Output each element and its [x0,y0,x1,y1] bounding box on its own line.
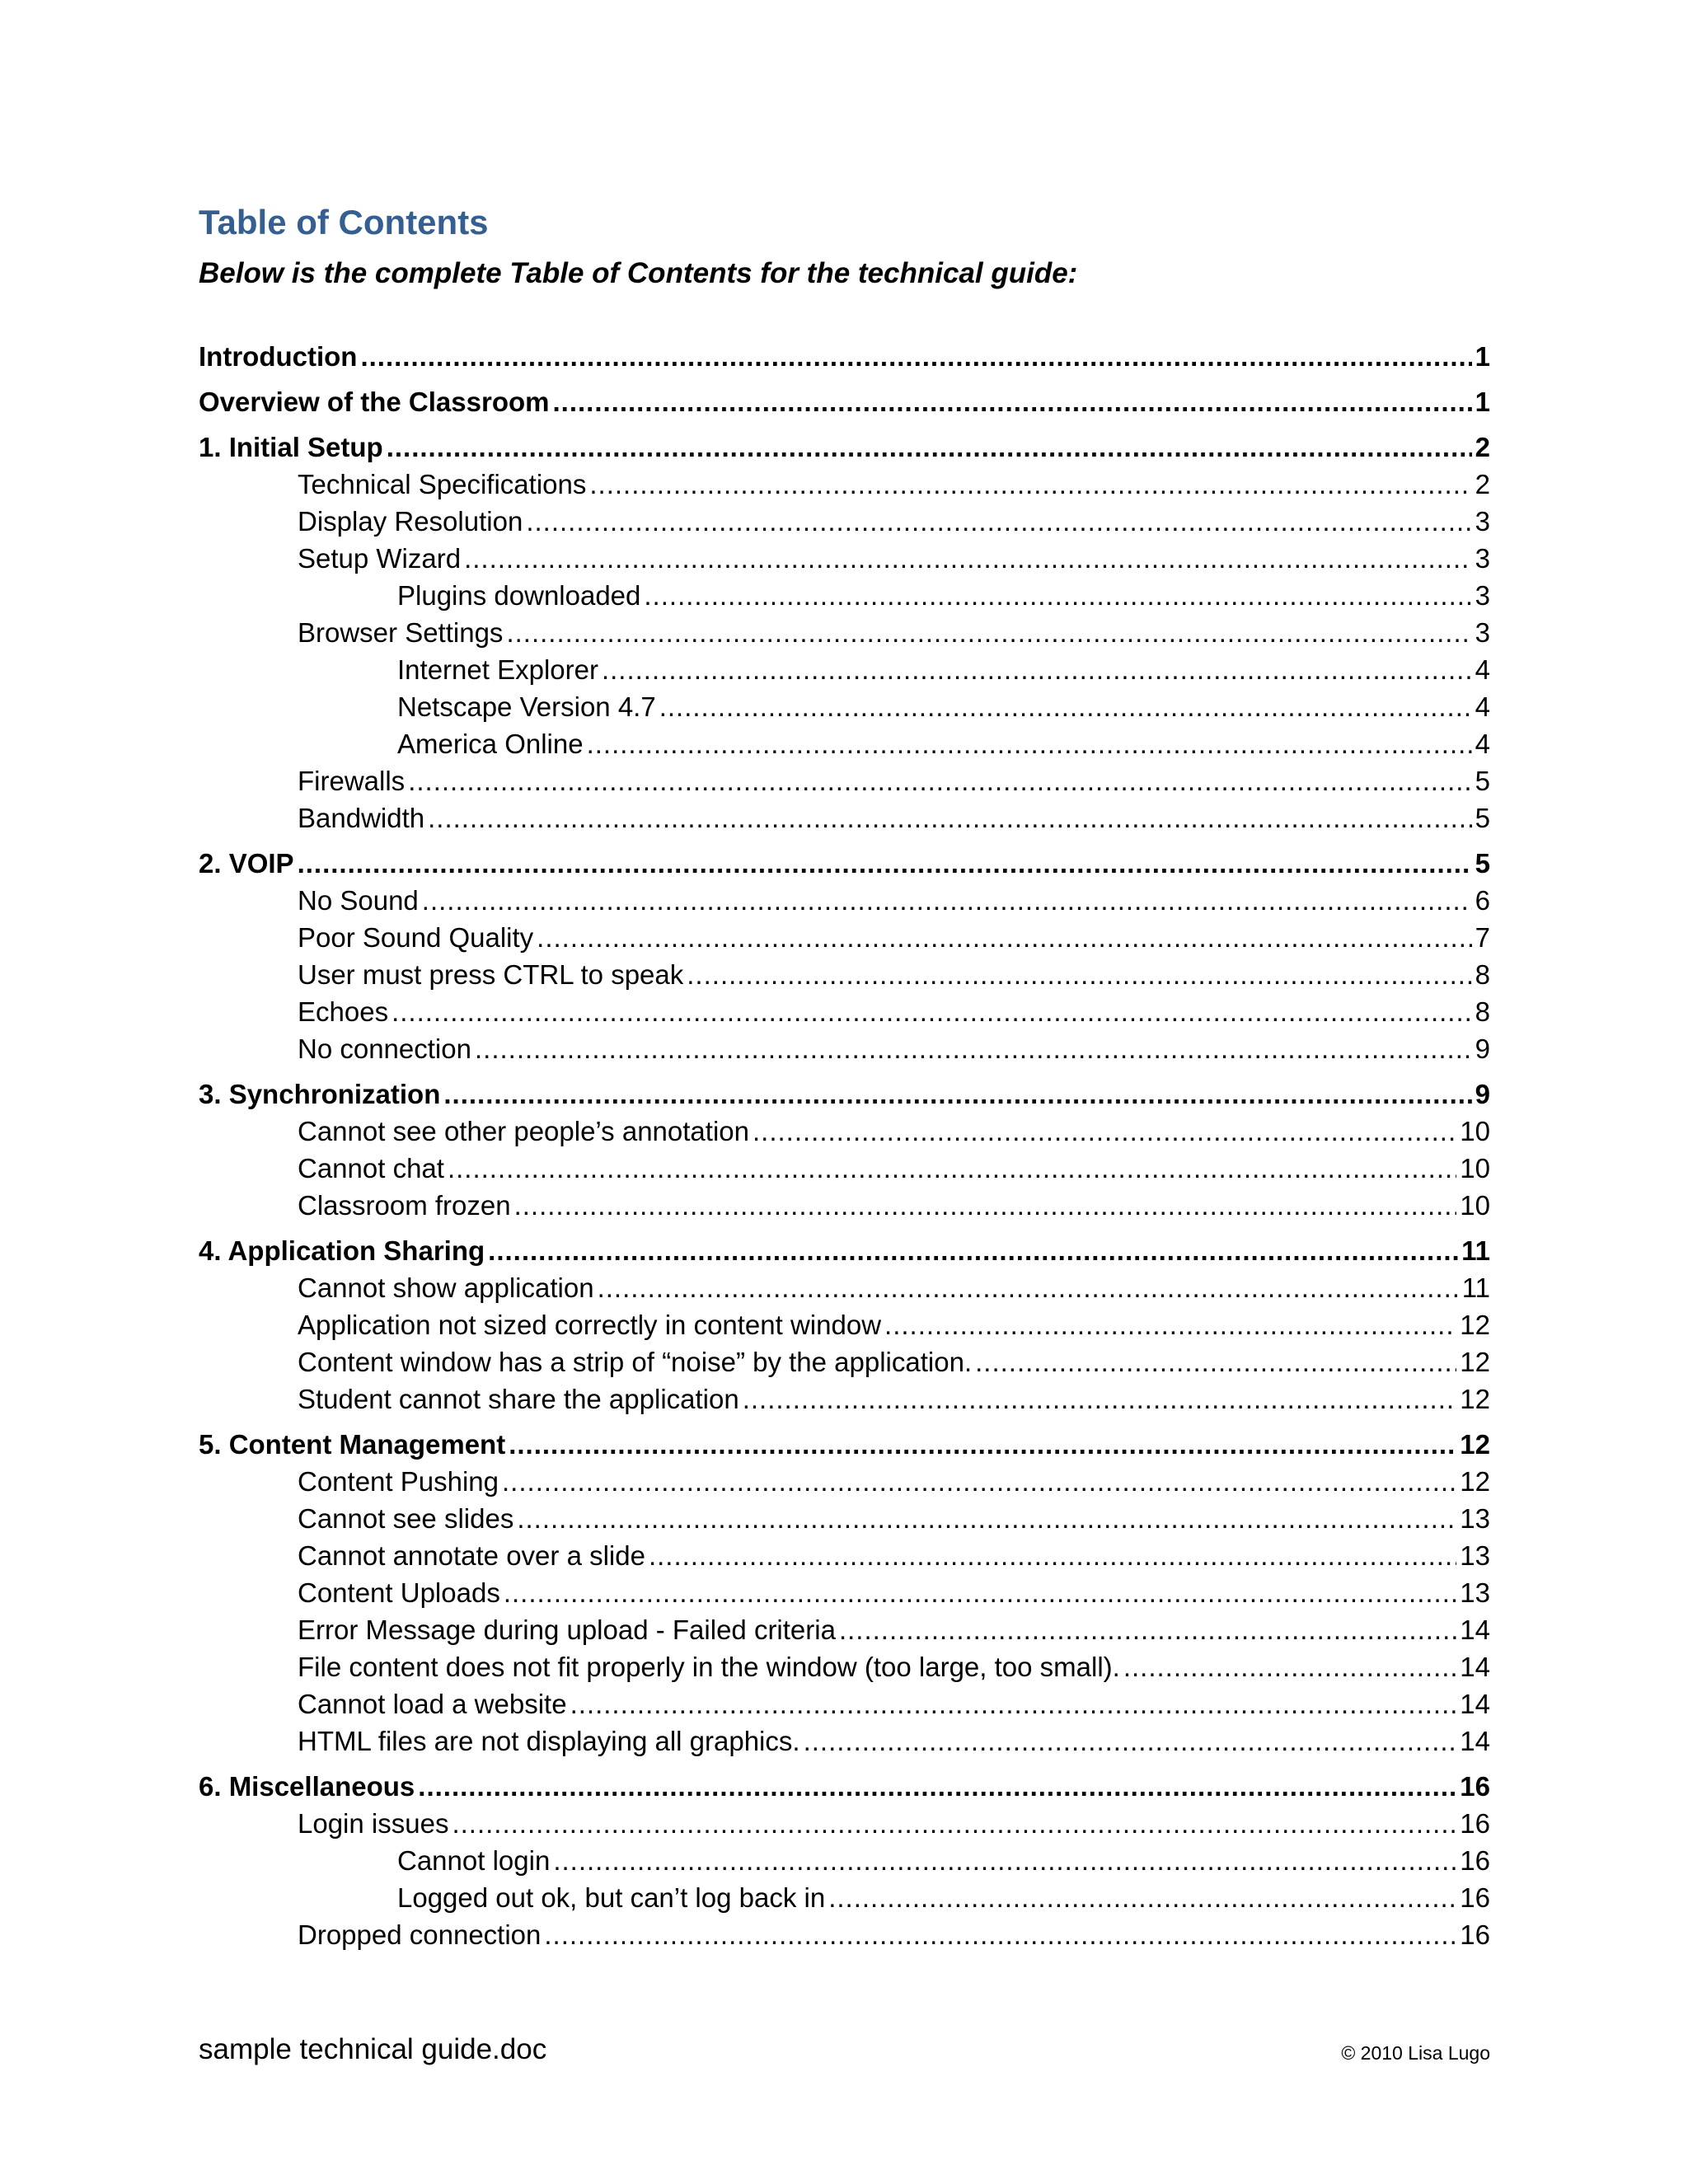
toc-entry-title: User must press CTRL to speak [298,959,684,990]
table-of-contents [199,338,1490,1953]
toc-entry[interactable] [199,1685,1490,1722]
toc-entry-title: Login issues [298,1808,449,1839]
toc-dot-leader [687,956,1471,993]
toc-dot-leader [298,845,1472,882]
toc-entry-page-number: 10 [1460,1190,1490,1221]
toc-entry[interactable] [199,799,1490,837]
toc-dot-leader [392,993,1472,1030]
toc-dot-leader [488,1232,1458,1269]
toc-dot-leader [975,1343,1456,1380]
toc-entry-page-number: 5 [1475,766,1490,796]
toc-dot-leader [602,651,1472,688]
toc-entry-title: Content Pushing [298,1466,499,1497]
toc-entry[interactable] [199,1380,1490,1418]
toc-entry[interactable] [199,614,1490,651]
toc-entry-title: Bandwidth [298,803,425,833]
toc-entry[interactable] [199,845,1490,882]
toc-entry-page-number: 6 [1475,885,1490,916]
toc-dot-leader [537,919,1471,956]
toc-entry[interactable] [199,1150,1490,1187]
toc-dot-leader [659,688,1472,725]
toc-entry[interactable] [199,1076,1490,1113]
toc-dot-leader [1123,1648,1456,1685]
toc-entry-title: Technical Specifications [298,469,587,499]
toc-dot-leader [552,383,1471,420]
toc-entry-title: Netscape Version 4.7 [397,691,656,722]
toc-entry[interactable] [199,540,1490,577]
toc-entry-title: No Sound [298,885,419,916]
toc-entry[interactable] [199,1879,1490,1916]
toc-dot-leader [464,540,1472,577]
toc-entry-title: Display Resolution [298,506,523,537]
toc-entry[interactable] [199,1842,1490,1879]
toc-entry-page-number: 12 [1460,1310,1490,1340]
toc-entry-title: Introduction [199,341,358,372]
toc-entry-page-number: 2 [1475,469,1490,499]
toc-dot-leader [587,725,1472,762]
toc-dot-leader [544,1916,1456,1953]
toc-entry-page-number: 8 [1475,996,1490,1027]
toc-entry-title: File content does not fit properly in the window (too large, too small). [298,1652,1120,1682]
toc-entry[interactable] [199,1500,1490,1537]
toc-entry-page-number: 16 [1460,1808,1490,1839]
toc-entry-page-number: 11 [1461,1272,1490,1303]
toc-dot-leader [428,799,1472,837]
toc-entry-title: Cannot chat [298,1153,444,1183]
toc-entry-page-number: 16 [1460,1845,1490,1876]
toc-entry-title: Logged out ok, but can’t log back in [397,1882,826,1913]
toc-entry-page-number: 16 [1460,1882,1490,1913]
toc-dot-leader [589,466,1471,503]
toc-entry-page-number: 12 [1460,1347,1490,1377]
toc-dot-leader [517,1500,1456,1537]
toc-entry-title: Echoes [298,996,389,1027]
toc-entry[interactable] [199,1611,1490,1648]
toc-entry-page-number: 14 [1460,1615,1490,1645]
toc-dot-leader [475,1030,1472,1067]
toc-entry-title: HTML files are not displaying all graphics. [298,1726,800,1756]
toc-dot-leader [452,1805,1456,1842]
toc-entry-title: No connection [298,1033,471,1064]
toc-entry[interactable] [199,1343,1490,1380]
toc-entry-page-number: 5 [1475,803,1490,833]
toc-entry-title: Internet Explorer [397,654,598,685]
toc-dot-leader [408,762,1471,799]
toc-entry[interactable] [199,1574,1490,1611]
toc-entry[interactable] [199,338,1490,375]
toc-entry-page-number: 10 [1460,1153,1490,1183]
toc-entry-title: Cannot see slides [298,1503,514,1534]
toc-entry-page-number: 7 [1475,922,1490,953]
toc-entry-page-number: 1 [1475,341,1490,372]
toc-entry[interactable] [199,429,1490,466]
toc-dot-leader [504,1574,1456,1611]
toc-entry-page-number: 16 [1460,1771,1490,1802]
toc-entry[interactable] [199,1426,1490,1463]
toc-entry-title: Setup Wizard [298,543,462,574]
toc-entry-page-number: 3 [1475,543,1490,574]
toc-entry-page-number: 14 [1460,1652,1490,1682]
toc-entry-title: Cannot show application [298,1272,594,1303]
toc-dot-leader [743,1380,1457,1418]
toc-dot-leader [884,1306,1456,1343]
toc-entry-page-number: 3 [1475,580,1490,611]
toc-entry-title: 3. Synchronization [199,1079,441,1109]
toc-entry-page-number: 12 [1460,1429,1490,1460]
toc-dot-leader [644,577,1471,614]
toc-entry[interactable] [199,651,1490,688]
toc-entry[interactable] [199,762,1490,799]
toc-entry-title: Classroom frozen [298,1190,511,1221]
toc-entry-page-number: 12 [1460,1384,1490,1414]
toc-entry[interactable] [199,1232,1490,1269]
toc-entry-title: Poor Sound Quality [298,922,534,953]
toc-entry-title: Firewalls [298,766,406,796]
toc-entry[interactable] [199,1030,1490,1067]
toc-entry-title: Error Message during upload - Failed criteria [298,1615,836,1645]
toc-dot-leader [839,1611,1456,1648]
toc-entry-page-number: 12 [1460,1466,1490,1497]
toc-entry[interactable] [199,956,1490,993]
toc-entry-title: Browser Settings [298,617,504,648]
toc-entry[interactable] [199,1805,1490,1842]
toc-entry[interactable] [199,688,1490,725]
toc-entry-page-number: 3 [1475,506,1490,537]
toc-entry[interactable] [199,1648,1490,1685]
toc-entry-page-number: 1 [1475,387,1490,417]
toc-entry[interactable] [199,1113,1490,1150]
toc-entry-page-number: 4 [1475,654,1490,685]
toc-entry[interactable] [199,919,1490,956]
toc-entry-page-number: 10 [1460,1116,1490,1146]
toc-entry-title: Application not sized correctly in content window [298,1310,882,1340]
toc-entry-page-number: 5 [1475,848,1490,879]
toc-dot-leader [443,1076,1471,1113]
footer-copyright: © 2010 Lisa Lugo [1341,2042,1490,2064]
toc-entry-title: Cannot annotate over a slide [298,1540,645,1571]
toc-entry-page-number: 9 [1475,1033,1490,1064]
toc-entry[interactable] [199,725,1490,762]
toc-entry-page-number: 8 [1475,959,1490,990]
toc-entry[interactable] [199,466,1490,503]
toc-entry[interactable] [199,1187,1490,1224]
toc-entry-title: Overview of the Classroom [199,387,550,417]
toc-entry-title: Cannot see other people’s annotation [298,1116,749,1146]
toc-entry-page-number: 13 [1460,1503,1490,1534]
toc-entry-title: Content Uploads [298,1577,500,1608]
toc-entry-title: Content window has a strip of “noise” by the application. [298,1347,973,1377]
toc-entry[interactable] [199,1269,1490,1306]
toc-dot-leader [828,1879,1456,1916]
toc-entry-page-number: 11 [1461,1235,1490,1266]
toc-entry-title: Cannot load a website [298,1689,567,1719]
toc-dot-leader [570,1685,1457,1722]
toc-entry-title: 5. Content Management [199,1429,506,1460]
toc-entry-title: 4. Application Sharing [199,1235,485,1266]
toc-entry[interactable] [199,1537,1490,1574]
toc-entry[interactable] [199,882,1490,919]
page-subtitle: Below is the complete Table of Contents for the technical guide: [199,257,1078,289]
footer-filename: sample technical guide.doc [199,2033,547,2065]
toc-entry-title: 6. Miscellaneous [199,1771,415,1802]
toc-dot-leader [418,1768,1456,1805]
page-title: Table of Contents [199,203,489,241]
toc-entry[interactable] [199,993,1490,1030]
toc-entry[interactable] [199,383,1490,420]
toc-entry-title: 2. VOIP [199,848,294,879]
toc-dot-leader [649,1537,1456,1574]
toc-dot-leader [502,1463,1456,1500]
toc-dot-leader [448,1150,1456,1187]
toc-entry-title: Dropped connection [298,1919,542,1950]
toc-entry-page-number: 2 [1475,432,1490,462]
toc-dot-leader [553,1842,1456,1879]
toc-entry-page-number: 4 [1475,729,1490,759]
toc-entry[interactable] [199,1768,1490,1805]
toc-entry[interactable] [199,503,1490,540]
toc-entry-page-number: 13 [1460,1540,1490,1571]
toc-entry-page-number: 16 [1460,1919,1490,1950]
toc-entry-title: America Online [397,729,584,759]
toc-dot-leader [526,503,1471,540]
toc-entry-title: Cannot login [397,1845,551,1876]
toc-entry-page-number: 13 [1460,1577,1490,1608]
toc-entry[interactable] [199,1916,1490,1953]
toc-entry-page-number: 9 [1475,1079,1490,1109]
toc-dot-leader [360,338,1471,375]
toc-dot-leader [387,429,1472,466]
toc-entry-page-number: 3 [1475,617,1490,648]
toc-dot-leader [598,1269,1459,1306]
toc-entry-title: 1. Initial Setup [199,432,383,462]
toc-dot-leader [753,1113,1456,1150]
toc-dot-leader [506,614,1471,651]
toc-entry[interactable] [199,577,1490,614]
toc-entry[interactable] [199,1306,1490,1343]
toc-dot-leader [804,1722,1457,1760]
toc-dot-leader [422,882,1472,919]
toc-dot-leader [514,1187,1457,1224]
toc-entry-page-number: 14 [1460,1689,1490,1719]
toc-dot-leader [509,1426,1456,1463]
toc-entry[interactable] [199,1722,1490,1760]
toc-entry-title: Student cannot share the application [298,1384,739,1414]
toc-entry[interactable] [199,1463,1490,1500]
toc-entry-page-number: 14 [1460,1726,1490,1756]
toc-entry-page-number: 4 [1475,691,1490,722]
toc-entry-title: Plugins downloaded [397,580,641,611]
